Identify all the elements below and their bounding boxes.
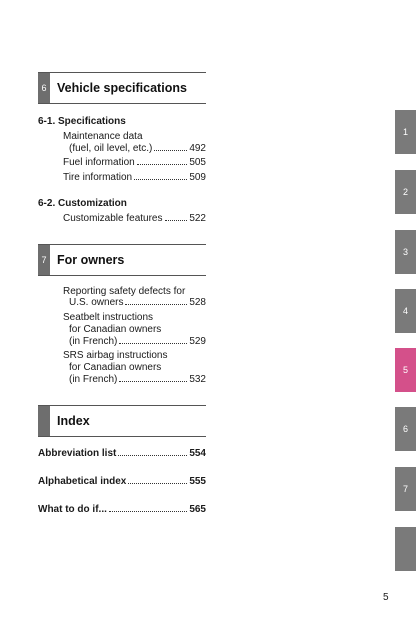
toc-item-maintenance-line1[interactable]: Maintenance data: [63, 131, 143, 142]
leader-dots: [165, 220, 188, 221]
section-number: 7: [38, 245, 50, 275]
leader-dots: [154, 150, 187, 151]
toc-label: (in French): [69, 336, 118, 347]
toc-item-customizable[interactable]: [63, 213, 206, 225]
toc-item-reporting[interactable]: [69, 297, 206, 309]
chapter-tab-8[interactable]: [395, 527, 416, 571]
toc-item-alphabetical[interactable]: [38, 476, 206, 488]
toc-page: 565: [189, 504, 206, 515]
leader-dots: [119, 381, 187, 382]
page-number: 5: [383, 592, 389, 603]
section-header-6: [38, 72, 206, 104]
leader-dots: [118, 455, 187, 456]
chapter-tab-4[interactable]: 4: [395, 289, 416, 333]
toc-item-srs[interactable]: [69, 374, 206, 386]
toc-item-seatbelt[interactable]: [69, 336, 206, 348]
toc-page: 505: [189, 157, 206, 168]
section-header-7: [38, 244, 206, 276]
leader-dots: [109, 511, 187, 512]
toc-item-abbreviation[interactable]: [38, 448, 206, 460]
leader-dots: [128, 483, 187, 484]
subsection-heading-6-2: 6-2. Customization: [38, 198, 127, 209]
section-title: Index: [57, 414, 90, 428]
toc-item-srs-line2[interactable]: for Canadian owners: [69, 362, 162, 373]
toc-page: 554: [189, 448, 206, 459]
toc-item-tire[interactable]: [63, 172, 206, 184]
toc-item-what-to-do[interactable]: [38, 504, 206, 516]
leader-dots: [134, 179, 187, 180]
toc-label: Tire information: [63, 172, 133, 183]
toc-item-fuel[interactable]: [63, 157, 206, 169]
section-number: 6: [38, 73, 50, 103]
leader-dots: [125, 304, 187, 305]
leader-dots: [137, 164, 188, 165]
toc-label: (in French): [69, 374, 118, 385]
chapter-tab-5[interactable]: 5: [395, 348, 416, 392]
toc-label: Fuel information: [63, 157, 135, 168]
toc-item-reporting-line1[interactable]: Reporting safety defects for: [63, 286, 186, 297]
toc-page: 528: [189, 297, 206, 308]
toc-page: 509: [189, 172, 206, 183]
section-number: [38, 406, 50, 436]
section-title: For owners: [57, 253, 125, 267]
toc-item-maintenance[interactable]: [69, 143, 206, 155]
chapter-tab-2[interactable]: 2: [395, 170, 416, 214]
subsection-heading-6-1: 6-1. Specifications: [38, 116, 126, 127]
toc-label: Abbreviation list: [38, 448, 117, 459]
toc-label: Customizable features: [63, 213, 163, 224]
toc-page: 492: [189, 143, 206, 154]
toc-label: What to do if...: [38, 504, 107, 515]
toc-page: 529: [189, 336, 206, 347]
chapter-tab-3[interactable]: 3: [395, 230, 416, 274]
leader-dots: [119, 343, 187, 344]
chapter-tab-1[interactable]: 1: [395, 110, 416, 154]
toc-item-seatbelt-line1[interactable]: Seatbelt instructions: [63, 312, 154, 323]
toc-page: 555: [189, 476, 206, 487]
toc-label: (fuel, oil level, etc.): [69, 143, 153, 154]
toc-label: U.S. owners: [69, 297, 124, 308]
chapter-tab-7[interactable]: 7: [395, 467, 416, 511]
toc-item-seatbelt-line2[interactable]: for Canadian owners: [69, 324, 162, 335]
section-title: Vehicle specifications: [57, 81, 187, 95]
section-header-index: [38, 405, 206, 437]
toc-page: 532: [189, 374, 206, 385]
toc-label: Alphabetical index: [38, 476, 127, 487]
chapter-tab-6[interactable]: 6: [395, 407, 416, 451]
toc-item-srs-line1[interactable]: SRS airbag instructions: [63, 350, 168, 361]
toc-page: 522: [189, 213, 206, 224]
